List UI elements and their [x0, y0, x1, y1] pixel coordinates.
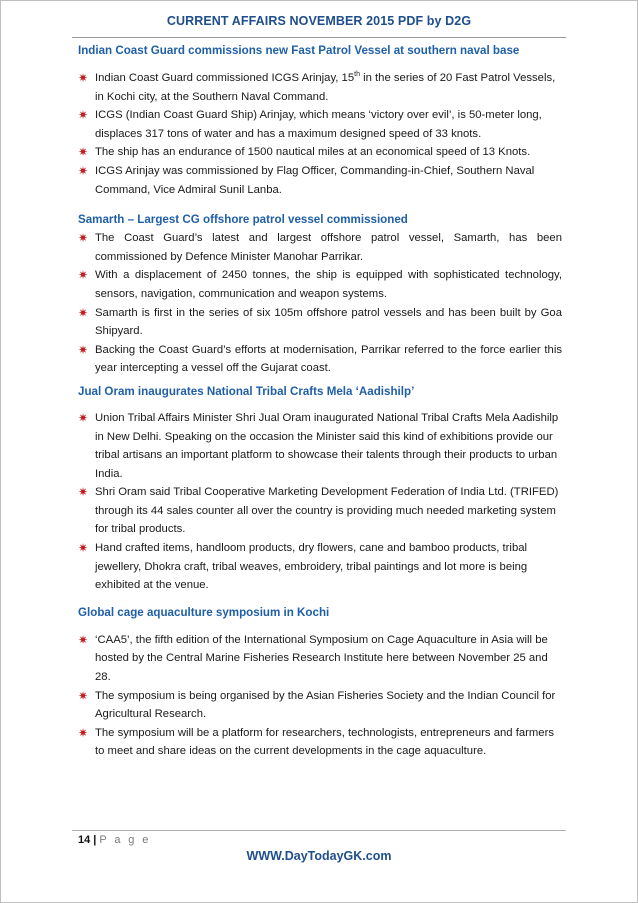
news-section — [78, 605, 562, 761]
bullet-text: ‘CAA5’, the fifth edition of the International Symposium on Cage Aquaculture in Asia will be hosted by the Central Marine Fisheries Research Institute here between November 25 and 28. — [95, 633, 548, 684]
list-item — [78, 229, 562, 266]
star-bullet-icon: ✷ — [78, 541, 89, 556]
document-body — [78, 43, 562, 761]
list-item — [78, 687, 562, 724]
list-item — [78, 304, 562, 341]
footer-divider — [72, 830, 566, 831]
list-item — [78, 539, 562, 595]
star-bullet-icon: ✷ — [78, 688, 89, 703]
news-section — [78, 212, 562, 378]
star-bullet-icon: ✷ — [78, 410, 89, 425]
bullet-list — [78, 409, 562, 595]
section-title: Indian Coast Guard commissions new Fast Patrol Vessel at southern naval base — [78, 44, 520, 57]
bullet-text: The Coast Guard’s latest and largest offshore patrol vessel, Samarth, has been commissioned by Defence Minister Manohar Parrikar. — [95, 232, 562, 263]
star-bullet-icon: ✷ — [78, 108, 89, 123]
section-title: Samarth – Largest CG offshore patrol vessel commissioned — [78, 213, 408, 227]
list-item — [78, 724, 562, 761]
bullet-list — [78, 229, 562, 378]
page-number-value: 14 — [78, 834, 91, 846]
bullet-text: Indian Coast Guard commissioned ICGS Arinjay, 15th in the series of 20 Fast Patrol Vessels, in Kochi city, at the Southern Naval Command. — [95, 71, 556, 103]
list-item — [78, 143, 562, 162]
section-title: Global cage aquaculture symposium in Kochi — [78, 605, 330, 619]
star-bullet-icon: ✷ — [78, 342, 89, 357]
list-item — [78, 483, 562, 539]
star-bullet-icon: ✷ — [78, 71, 89, 85]
news-section — [78, 43, 562, 199]
page-number-separator: | — [93, 834, 97, 846]
section-title: Jual Oram inaugurates National Tribal Crafts Mela ‘Aadishilp’ — [78, 384, 415, 398]
list-item — [78, 631, 562, 687]
star-bullet-icon: ✷ — [78, 231, 89, 246]
bullet-list — [78, 631, 562, 761]
star-bullet-icon: ✷ — [78, 725, 89, 740]
news-section — [78, 384, 562, 595]
star-bullet-icon: ✷ — [78, 632, 89, 647]
page-number — [78, 834, 151, 846]
bullet-text: Samarth is first in the series of six 105m offshore patrol vessels and has been built by Goa Shipyard. — [95, 306, 562, 338]
bullet-text: The symposium will be a platform for researchers, technologists, entrepreneurs and farmers to meet and share ideas on the current developments in the cage aquaculture. — [95, 726, 554, 758]
list-item — [78, 69, 562, 106]
bullet-text: Shri Oram said Tribal Cooperative Marketing Development Federation of India Ltd. (TRIFED) through its 44 sales counter all over the country is providing much needed marketing system for tribal products. — [95, 486, 559, 536]
list-item — [78, 162, 562, 199]
list-item — [78, 266, 562, 303]
bullet-text: Union Tribal Affairs Minister Shri Jual Oram inaugurated National Tribal Crafts Mela Aadishilp in New Delhi. Speaking on the occasion the Minister said this kind of exhibitions provide our tribal artisans an important platform to showcase their talents through their products to urban India. — [95, 411, 559, 480]
list-item — [78, 409, 562, 483]
footer-website: WWW.DayTodayGK.com — [246, 849, 392, 863]
page-header: CURRENT AFFAIRS NOVEMBER 2015 PDF by D2G — [166, 14, 472, 28]
bullet-text: Hand crafted items, handloom products, dry flowers, cane and bamboo products, tribal jewellery, Dhokra craft, tribal weaves, embroidery, tribal paintings and lot more is being exhibited at the venue. — [95, 542, 528, 592]
page-label: P a g e — [99, 834, 151, 846]
list-item — [78, 341, 562, 378]
bullet-text: ICGS Arinjay was commissioned by Flag Officer, Commanding-in-Chief, Southern Naval Command, Vice Admiral Sunil Lanba. — [95, 164, 535, 196]
star-bullet-icon: ✷ — [78, 145, 89, 160]
star-bullet-icon: ✷ — [78, 163, 89, 178]
bullet-list — [78, 69, 562, 199]
bullet-text: The ship has an endurance of 1500 nautical miles at an economical speed of 13 Knots. — [95, 146, 531, 159]
star-bullet-icon: ✷ — [78, 485, 89, 500]
bullet-text: The symposium is being organised by the Asian Fisheries Society and the Indian Council for Agricultural Research. — [95, 689, 556, 721]
header-divider — [72, 37, 566, 38]
star-bullet-icon: ✷ — [78, 305, 89, 320]
list-item — [78, 106, 562, 143]
bullet-text: ICGS (Indian Coast Guard Ship) Arinjay, which means ‘victory over evil’, is 50-meter long, displaces 317 tons of water and has a maximum designed speed of 33 knots. — [95, 109, 542, 140]
bullet-text: With a displacement of 2450 tonnes, the ship is equipped with sophisticated technology, sensors, navigation, communication and weapon systems. — [95, 269, 562, 300]
star-bullet-icon: ✷ — [78, 268, 89, 283]
bullet-text: Backing the Coast Guard’s efforts at modernisation, Parrikar referred to the force earlier this year intercepting a vessel off the Gujarat coast. — [95, 343, 562, 375]
